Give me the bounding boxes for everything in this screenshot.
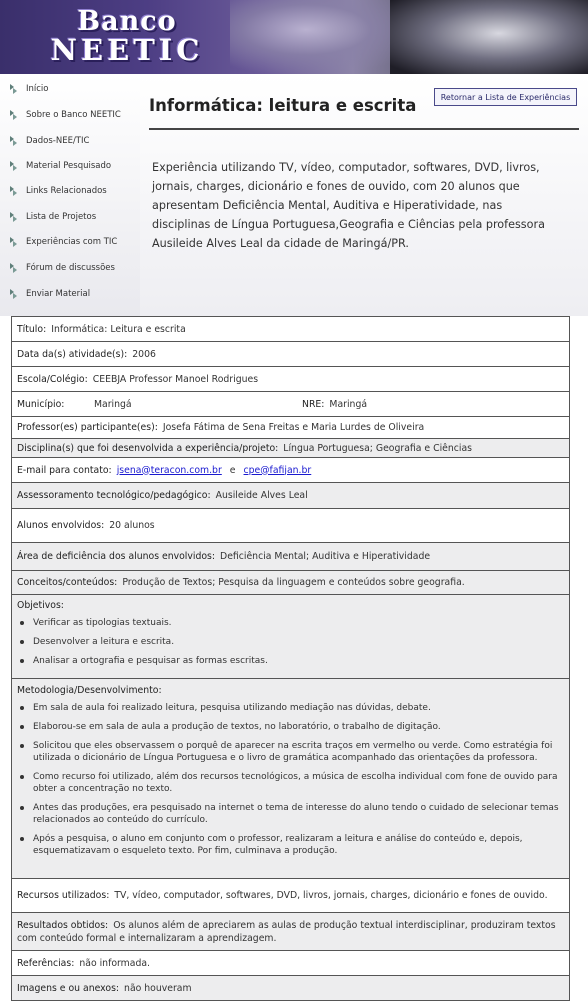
field-value: Maringá (94, 398, 132, 410)
row-objetivos (12, 595, 569, 679)
row-data (12, 342, 569, 367)
list-item: Após a pesquisa, o aluno em conjunto com o professor, realizaram a leitura e análise do conteúdo e, depois, esquematizavam o esqueleto texto. Por fim, culminava a produção. (33, 833, 563, 857)
field-value: CEEBJA Professor Manoel Rodrigues (92, 373, 259, 385)
field-label: Assessoramento tecnológico/pedagógico: (17, 490, 211, 501)
double-arrow-icon (10, 263, 20, 273)
double-arrow-icon (10, 186, 20, 196)
list-item: Solicitou que eles observassem o porquê de aparecer na escrita traços em vermelho ou verde. Como estratégia foi utilizada o dicionário de Língua Portuguesa e o livro de gramática acompanhado das orientações da professora. (33, 740, 563, 764)
list-item: Desenvolver a leitura e escrita. (33, 636, 563, 648)
logo-line-2: NEETIC (50, 33, 204, 67)
field-label: Referências: (17, 957, 75, 969)
field-value: não houveram (124, 982, 192, 994)
page-title: Informática: leitura e escrita (149, 96, 417, 115)
list-item: Antes das produções, era pesquisado na internet o tema de interesse do aluno tendo o cuidado de selecionar temas relacionados ao conteúdo do currículo. (33, 802, 563, 826)
double-arrow-icon (10, 84, 20, 94)
sidebar-item-label: Fórum de discussões (26, 263, 115, 273)
field-value: não informada. (79, 957, 150, 969)
field-label: Resultados obtidos: (17, 920, 109, 931)
row-imagens (12, 976, 569, 1001)
double-arrow-icon (10, 289, 20, 299)
banner-photo-right (390, 0, 588, 74)
row-metodologia (12, 679, 569, 879)
field-value: Deficiência Mental; Auditiva e Hiperatividade (220, 551, 431, 562)
site-banner (0, 0, 588, 74)
field-label: Data da(s) atividade(s): (17, 348, 128, 360)
sidebar-item-label: Links Relacionados (26, 186, 107, 196)
field-value: Os alunos além de apreciarem as aulas de produção textual interdisciplinar, produziram textos com conteúdo formal e internalizaram a aprendizagem. (17, 920, 556, 944)
sidebar-item-inicio[interactable] (10, 82, 49, 96)
list-item: Elaborou-se em sala de aula a produção de textos, no laboratório, o trabalho de digitação. (33, 721, 563, 733)
double-arrow-icon (10, 110, 20, 120)
field-label: Disciplina(s) que foi desenvolvida a experiência/projeto: (17, 442, 279, 454)
double-arrow-icon (10, 161, 20, 171)
methodology-list (17, 702, 563, 857)
site-logo[interactable] (32, 8, 222, 65)
main-header (140, 74, 588, 316)
sidebar-item-forum[interactable] (10, 261, 115, 275)
field-label: Conceitos/conteúdos: (17, 577, 118, 588)
row-referencias (12, 951, 569, 976)
experience-details-table (11, 316, 570, 1001)
sidebar-item-label: Material Pesquisado (26, 161, 112, 171)
field-label: Município: (17, 398, 65, 410)
email-separator: e (229, 464, 236, 476)
row-resultados (12, 913, 569, 951)
row-area-deficiencia (12, 543, 569, 571)
field-label: E-mail para contato: (17, 464, 112, 476)
sidebar-item-enviar[interactable] (10, 287, 90, 301)
row-email (12, 458, 569, 483)
field-value: Língua Portuguesa; Geografia e Ciências (283, 442, 472, 454)
row-titulo (12, 317, 569, 342)
row-assessoramento (12, 483, 569, 509)
experience-description: Experiência utilizando TV, vídeo, computador, softwares, DVD, livros, jornais, charges, dicionário e fones de ouvido, com 20 alunos que apresentam Deficiência Mental, Auditiva e Hiperatividade, nas disciplinas de Língua Portuguesa,Geografia e Ciências pela professora Ausileide Alves Leal da cidade de Maringá/PR. (152, 161, 545, 250)
sidebar-item-label: Lista de Projetos (26, 212, 97, 222)
field-label: Alunos envolvidos: (17, 520, 105, 531)
list-item: Como recurso foi utilizado, além dos recursos tecnológicos, a música de escolha individual com fone de ouvido para obter a concentração no texto. (33, 771, 563, 795)
sidebar-item-label: Experiências com TIC (26, 237, 118, 247)
row-professores (12, 417, 569, 439)
email-link-1[interactable]: jsena@teracon.com.br (116, 464, 222, 476)
double-arrow-icon (10, 237, 20, 247)
field-value: Maringá (329, 398, 368, 410)
field-value: Informática: Leitura e escrita (51, 323, 186, 335)
field-label: Área de deficiência dos alunos envolvidos: (17, 551, 216, 562)
row-recursos (12, 879, 569, 913)
double-arrow-icon (10, 212, 20, 222)
sidebar-item-label: Sobre o Banco NEETIC (26, 110, 121, 120)
list-item: Verificar as tipologias textuais. (33, 617, 563, 629)
field-value: Produção de Textos; Pesquisa da linguagem e conteúdos sobre geografia. (122, 577, 465, 588)
field-label: Título: (17, 323, 47, 335)
email-link-2[interactable]: cpe@fafijan.br (243, 464, 312, 476)
sidebar-item-label: Início (26, 84, 49, 94)
logo-line-1: Banco (77, 6, 177, 37)
field-label: Recursos utilizados: (17, 890, 110, 901)
row-alunos (12, 509, 569, 543)
field-value: 20 alunos (109, 520, 155, 531)
sidebar-item-experiencias[interactable] (10, 235, 117, 249)
field-label: NRE: (302, 398, 325, 410)
list-item: Em sala de aula foi realizado leitura, pesquisa utilizando mediação nas dúvidas, debate. (33, 702, 563, 714)
sidebar-item-links[interactable] (10, 184, 107, 198)
sidebar-item-dados[interactable] (10, 134, 89, 148)
sidebar-item-sobre[interactable] (10, 108, 121, 122)
field-label: Escola/Colégio: (17, 373, 88, 385)
field-value: 2006 (132, 348, 156, 360)
field-label: Objetivos: (17, 600, 64, 611)
row-disciplinas (12, 439, 569, 458)
field-label: Imagens e ou anexos: (17, 982, 120, 994)
row-escola (12, 367, 569, 392)
sidebar-item-material-pesquisado[interactable] (10, 159, 111, 173)
title-divider (149, 128, 579, 130)
list-item: Analisar a ortografia e pesquisar as formas escritas. (33, 655, 563, 667)
sidebar-item-projetos[interactable] (10, 210, 96, 224)
double-arrow-icon (10, 136, 20, 146)
field-label: Metodologia/Desenvolvimento: (17, 685, 162, 696)
sidebar-item-label: Enviar Material (26, 289, 91, 299)
sidebar-nav (0, 74, 140, 316)
field-value: TV, vídeo, computador, softwares, DVD, livros, jornais, charges, dicionário e fones de ouvido. (114, 890, 548, 901)
row-municipio (12, 392, 569, 417)
field-value: Josefa Fátima de Sena Freitas e Maria Lurdes de Oliveira (162, 422, 425, 433)
field-label: Professor(es) participante(es): (17, 422, 158, 433)
sidebar-item-label: Dados-NEE/TIC (26, 136, 90, 146)
objectives-list (17, 617, 563, 667)
field-value: Ausileide Alves Leal (215, 490, 308, 501)
back-to-list-button[interactable]: Retornar a Lista de Experiências (434, 88, 577, 106)
row-conceitos (12, 571, 569, 595)
